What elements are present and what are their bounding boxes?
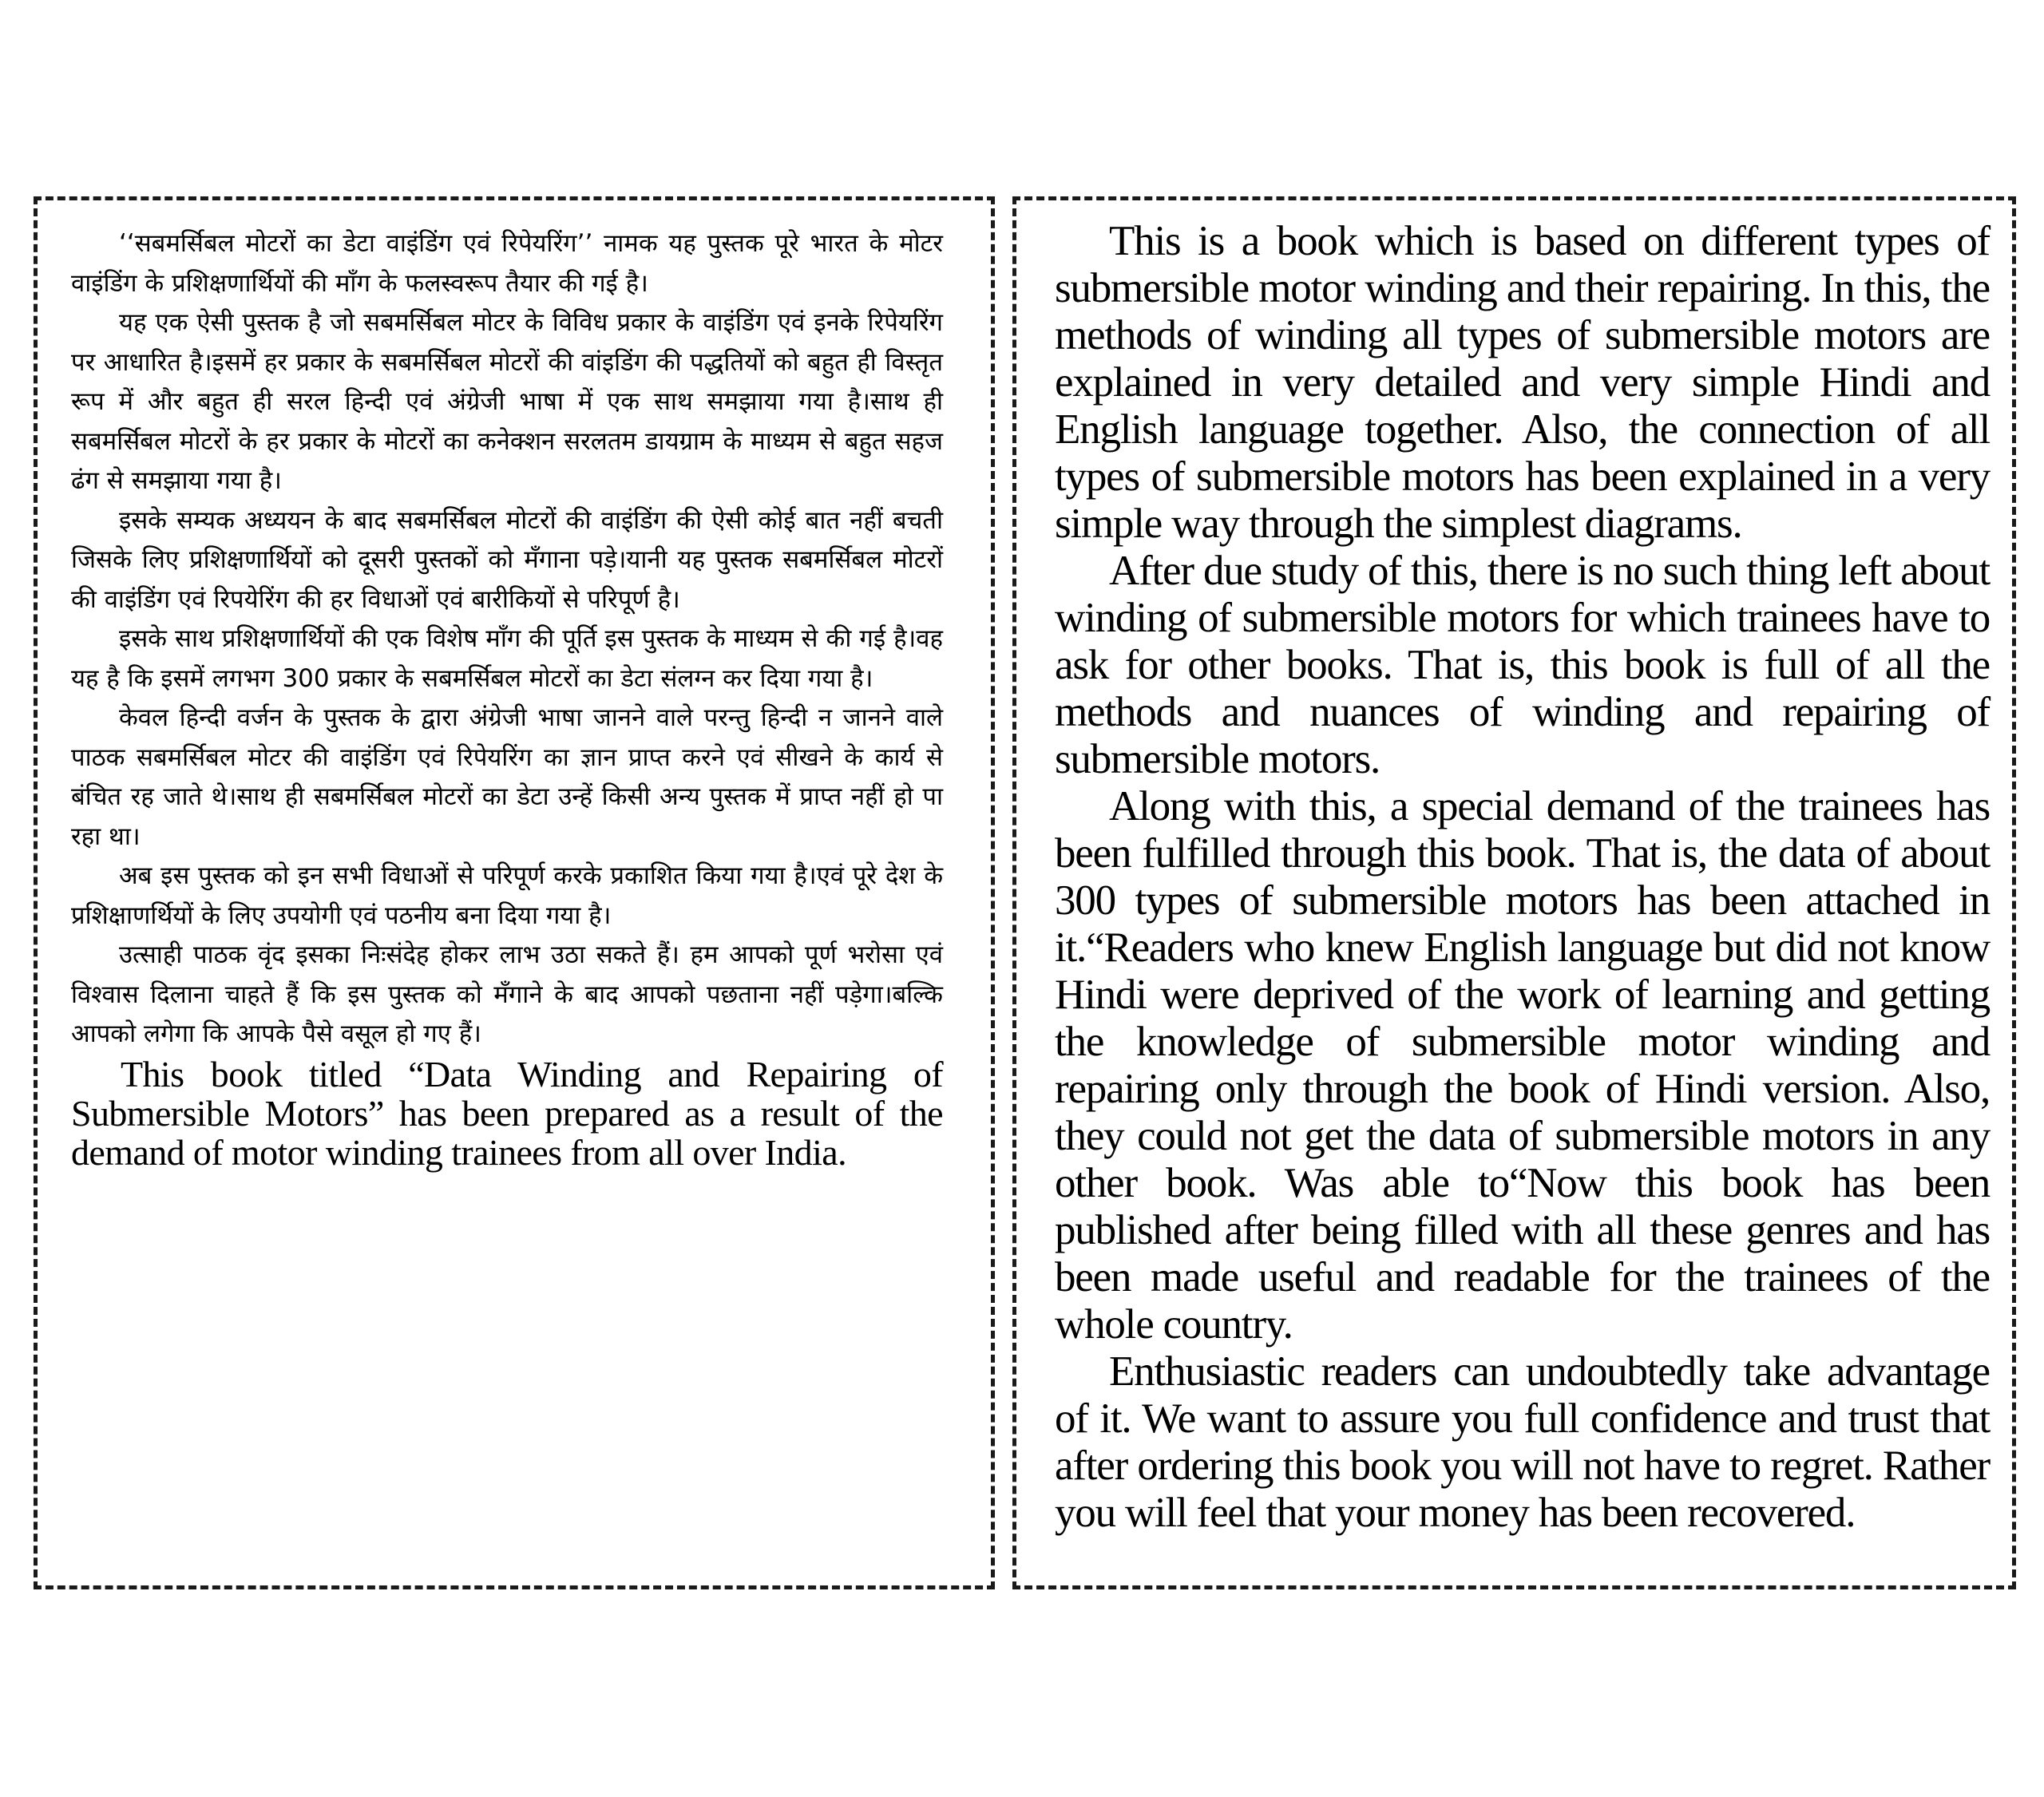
hindi-text-panel: [34, 196, 995, 1589]
hindi-paragraph-readers: केवल हिन्दी वर्जन के पुस्तक के द्वारा अंग्रेजी भाषा जानने वाले परन्तु हिन्दी न जानने वाले पाठक सबमर्सिबल मोटर की वाइंडिंग एवं रिपेयरिंग का ज्ञान प्राप्त करने एवं सीखने के कार्य से बंचित रह जाते थे।साथ ही सबमर्सिबल मोटरों का डेटा उन्हें किसी अन्य पुस्तक में प्राप्त नहीं हो पा रहा था।: [71, 703, 943, 851]
english-paragraph-title: This book titled “Data Winding and Repairing of Submersible Motors” has been prepared as a result of the demand of motor winding trainees from all over India.: [71, 1053, 943, 1173]
english-paragraph-about: This is a book which is based on different types of submersible motor winding and their repairing. In this, the methods of winding all types of submersible motors are explained in very detailed and very simple Hindi and English language together. Also, the connection of all types of submersible motors has been explained in a very simple way through the simplest diagrams.: [1055, 218, 1990, 547]
hindi-paragraph-published: अब इस पुस्तक को इन सभी विधाओं से परिपूर्ण करके प्रकाशित किया गया है।एवं पूरे देश के प्रशिक्षाणर्थियों के लिए उपयोगी एवं पठनीय बना दिया गया है।: [71, 861, 943, 930]
hindi-paragraph-data: इसके साथ प्रशिक्षणार्थियों की एक विशेष माँग की पूर्ति इस पुस्तक के माध्यम से की गई है।वह यह है कि इसमें लगभग 300 प्रकार के सबमर्सिबल मोटरों का डेटा संलग्न कर दिया गया है।: [71, 624, 943, 693]
hindi-paragraph-intro: ‘‘सबमर्सिबल मोटरों का डेटा वाइंडिंग एवं रिपेयरिंग’’ नामक यह पुस्तक पूरे भारत के मोटर वाइंडिंग के प्रशिक्षणार्थियों की माँग के फलस्वरूप तैयार की गई है।: [71, 229, 943, 298]
hindi-paragraph-study: इसके सम्यक अध्ययन के बाद सबमर्सिबल मोटरों की वाइंडिंग की ऐसी कोई बात नहीं बचती जिसके लिए प्रशिक्षणार्थियों को दूसरी पुस्तकों को मँगाना पडे़।यानी यह पुस्तक सबमर्सिबल मोटरों की वाइंडिंग एवं रिपयेरिंग की हर विधाओं एवं बारीकियों से परिपूर्ण है।: [71, 505, 943, 614]
hindi-paragraph-assurance: उत्साही पाठक वृंद इसका निःसंदेह होकर लाभ उठा सकते हैं। हम आपको पूर्ण भरोसा एवं विश्वास दिलाना चाहते हैं कि इस पुस्तक को मँगाने के बाद आपको पछताना नहीं पडे़गा।बल्कि आपको लगेगा कि आपके पैसे वसूल हो गए हैं।: [71, 940, 943, 1048]
english-paragraph-study: After due study of this, there is no such thing left about winding of submersible motors for which trainees have to ask for other books. That is, this book is full of all the methods and nuances of winding and repairing of submersible motors.: [1055, 548, 1990, 782]
english-text-panel: [1012, 196, 2016, 1589]
english-paragraph-data: Along with this, a special demand of the trainees has been fulfilled through this book. That is, the data of about 300 types of submersible motors has been attached in it.“Readers who knew English language but did not know Hindi were deprived of the work of learning and getting the knowledge of submersible motor winding and repairing only through the book of Hindi version. Also, they could not get the data of submersible motors in any other book. Was able to“Now this book has been published after being filled with all these genres and has been made useful and readable for the trainees of the whole country.: [1055, 783, 1990, 1348]
english-paragraph-assurance: Enthusiastic readers can undoubtedly take advantage of it. We want to assure you full confidence and trust that after ordering this book you will not have to regret. Rather you will feel that your money has been recovered.: [1055, 1348, 1990, 1536]
hindi-paragraph-about: यह एक ऐसी पुस्तक है जो सबमर्सिबल मोटर के विविध प्रकार के वाइंडिंग एवं इनके रिपेयरिंग पर आधारित है।इसमें हर प्रकार के सबमर्सिबल मोटरों की वांइडिंग की पद्धतियों को बहुत ही विस्तृत रूप में और बहुत ही सरल हिन्दी एवं अंग्रेजी भाषा में एक साथ समझाया गया है।साथ ही सबमर्सिबल मोटरों के हर प्रकार के मोटरों का कनेक्शन सरलतम डायग्राम के माध्यम से बहुत सहज ढंग से समझाया गया है।: [71, 308, 943, 495]
